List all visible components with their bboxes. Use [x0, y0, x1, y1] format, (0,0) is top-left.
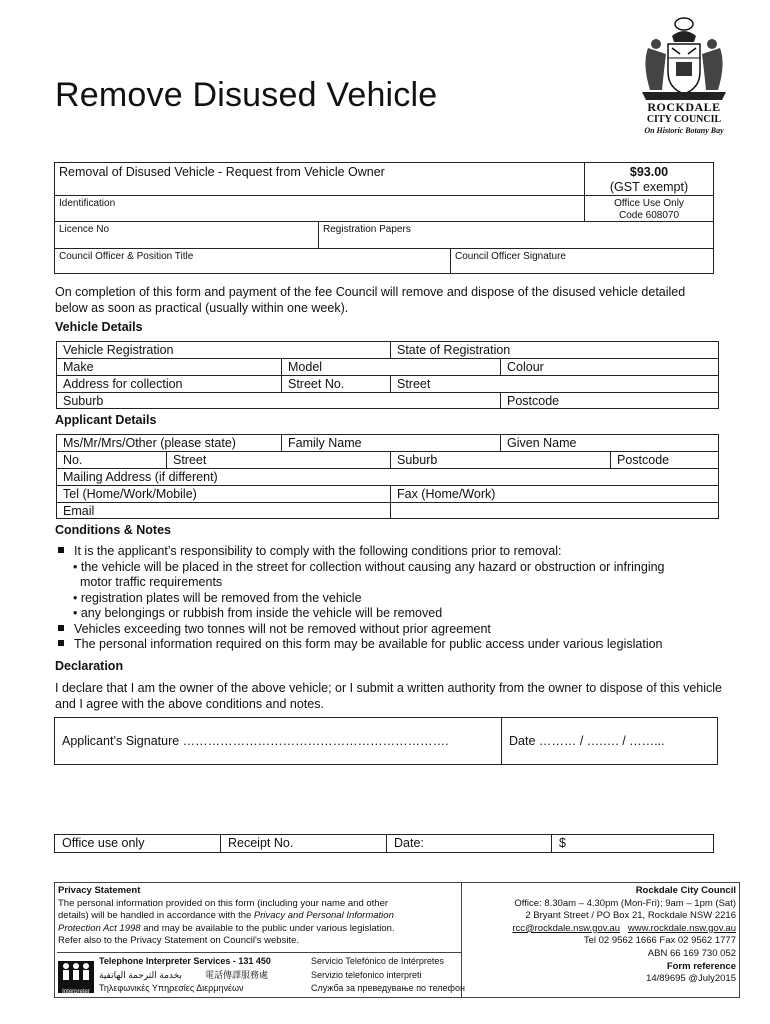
street-no-field[interactable]	[281, 375, 390, 392]
form-reference: 14/89695 @July2015	[646, 973, 736, 985]
bullet-square-icon	[58, 547, 64, 553]
privacy-heading: Privacy Statement	[58, 885, 141, 896]
applicant-details-heading: Applicant Details	[55, 413, 157, 427]
council-abn: ABN 66 169 730 052	[647, 947, 736, 959]
declaration-text: I declare that I am the owner of the above vehicle; or I submit a written authority from the owner to dispose of this vehicle and I agree with the above conditions and notes.	[55, 681, 723, 711]
declaration-date-label: Date ……… / ….…. / ……...	[509, 734, 665, 748]
interpreter-logo-text: Interpreter	[62, 989, 90, 995]
colour-field[interactable]	[500, 358, 719, 375]
fax-label: Fax (Home/Work)	[397, 487, 496, 501]
given-name-field[interactable]	[500, 434, 719, 451]
licence-no-label: Licence No	[59, 224, 110, 235]
council-name: Rockdale City Council	[635, 885, 736, 896]
street-no-label: Street No.	[288, 377, 345, 391]
amount-label: $	[559, 836, 566, 850]
applicant-postcode-field[interactable]	[610, 451, 719, 468]
condition-sub-item: • registration plates will be removed from the vehicle	[73, 590, 362, 605]
conditions-list	[58, 544, 728, 653]
office-date-field[interactable]	[387, 835, 552, 852]
conditions-heading: Conditions & Notes	[55, 523, 171, 537]
privacy-line	[58, 910, 458, 923]
tel-field[interactable]	[56, 485, 390, 502]
collection-address-label: Address for collection	[63, 377, 183, 391]
fax-field[interactable]	[390, 485, 719, 502]
privacy-statement	[58, 885, 458, 948]
applicant-signature-field[interactable]	[55, 718, 502, 764]
registration-papers-label: Registration Papers	[323, 224, 411, 235]
applicant-title-field[interactable]	[56, 434, 281, 451]
tis-macedonian: Служба за преведување по телефон	[311, 983, 465, 993]
page-title: Remove Disused Vehicle	[55, 76, 438, 114]
interpreter-row	[99, 982, 465, 996]
model-field[interactable]	[281, 358, 500, 375]
vehicle-details-form	[56, 341, 719, 409]
licence-no-field[interactable]	[55, 221, 319, 248]
contact-links	[460, 923, 736, 936]
privacy-text: details) will be handled in accordance with the	[58, 910, 254, 921]
state-registration-label: State of Registration	[397, 343, 511, 357]
given-name-label: Given Name	[507, 436, 577, 450]
officer-signature-label: Council Officer Signature	[455, 251, 566, 262]
privacy-act-name: Privacy and Personal Information	[253, 910, 394, 921]
condition-item-2: Vehicles exceeding two tonnes will not be removed without prior agreement	[74, 621, 491, 636]
vehicle-suburb-field[interactable]	[56, 392, 500, 409]
interpreter-people-icon	[58, 961, 94, 983]
fee-cell	[585, 163, 713, 195]
request-title: Removal of Disused Vehicle - Request from Vehicle Owner	[59, 165, 385, 179]
office-use-only-label: Office use only	[62, 836, 145, 850]
family-name-label: Family Name	[288, 436, 362, 450]
vehicle-postcode-label: Postcode	[507, 394, 560, 408]
officer-title-label: Council Officer & Position Title	[59, 251, 194, 262]
applicant-suburb-field[interactable]	[390, 451, 610, 468]
privacy-line	[58, 923, 458, 936]
mailing-address-field[interactable]	[56, 468, 719, 485]
tis-italian: Servizio telefonico interpreti	[311, 969, 422, 980]
footer-box	[54, 882, 740, 998]
tel-label: Tel (Home/Work/Mobile)	[63, 487, 197, 501]
privacy-act-year: Protection Act 1998	[58, 922, 141, 934]
declaration-date-field[interactable]	[502, 718, 717, 764]
collection-address-field[interactable]	[56, 375, 281, 392]
declaration-heading: Declaration	[55, 659, 124, 673]
bullet-square-icon	[58, 625, 64, 631]
registration-papers-field[interactable]	[319, 221, 713, 248]
identification-field[interactable]	[55, 195, 585, 221]
fee-amount: $93.00	[629, 165, 669, 179]
tis-title: Telephone Interpreter Services - 131 450	[99, 956, 271, 966]
email-label: Email	[63, 504, 95, 518]
request-header-table	[54, 162, 714, 274]
footer-divider	[57, 952, 461, 953]
officer-signature-field[interactable]	[451, 248, 713, 273]
office-hours: Office: 8.30am – 4.30pm (Mon-Fri); 9am – 1pm (Sat)	[514, 897, 736, 909]
intro-paragraph: On completion of this form and payment of the fee Council will remove and dispose of the disused vehicle detailed below as soon as practical (usually within one week).	[55, 285, 686, 315]
vehicle-suburb-label: Suburb	[63, 394, 104, 408]
amount-field[interactable]	[552, 835, 713, 852]
make-field[interactable]	[56, 358, 281, 375]
family-name-field[interactable]	[281, 434, 500, 451]
form-reference-label: Form reference	[666, 960, 736, 972]
model-label: Model	[288, 360, 323, 374]
applicant-street-label: Street	[173, 453, 207, 467]
logo-org-line2: CITY COUNCIL	[646, 114, 722, 125]
gst-note: (GST exempt)	[609, 180, 689, 194]
privacy-text: and may be available to the public under various legislation.	[140, 922, 395, 934]
receipt-no-label: Receipt No.	[228, 836, 294, 850]
council-website-link[interactable]: www.rockdale.nsw.gov.au	[627, 922, 736, 934]
council-phone: Tel 02 9562 1666 Fax 02 9562 1777	[583, 935, 736, 947]
office-use-cell	[585, 195, 713, 221]
interpreter-services	[99, 955, 465, 996]
tis-greek: Τηλεφωνικές Υπηρεσίες Διερμηνέων	[99, 983, 244, 993]
vehicle-registration-label: Vehicle Registration	[63, 343, 174, 357]
bullet-square-icon	[58, 640, 64, 646]
officer-title-field[interactable]	[55, 248, 451, 273]
condition-item-1: It is the applicant’s responsibility to comply with the following conditions prior to removal:	[74, 544, 562, 558]
request-title-cell	[55, 163, 585, 195]
applicant-title-label: Ms/Mr/Mrs/Other (please state)	[63, 436, 236, 450]
interpreter-logo	[58, 961, 94, 993]
condition-item	[58, 622, 728, 638]
office-use-row	[54, 834, 714, 853]
privacy-line: Refer also to the Privacy Statement on Council's website.	[58, 935, 300, 946]
applicant-street-field[interactable]	[166, 451, 390, 468]
vehicle-street-label: Street	[397, 377, 431, 391]
vehicle-details-heading: Vehicle Details	[55, 320, 143, 334]
applicant-no-field[interactable]	[56, 451, 166, 468]
email-field[interactable]	[56, 502, 390, 519]
interpreter-row	[99, 969, 459, 983]
vehicle-postcode-field[interactable]	[500, 392, 719, 409]
state-registration-field[interactable]	[390, 341, 719, 358]
applicant-suburb-label: Suburb	[397, 453, 438, 467]
council-contact	[460, 885, 736, 986]
identification-label: Identification	[59, 198, 116, 209]
office-use-label-cell	[55, 835, 221, 852]
signature-box	[54, 717, 718, 765]
interpreter-row	[99, 955, 459, 969]
condition-item	[58, 544, 728, 560]
condition-sub-item: • any belongings or rubbish from inside the vehicle will be removed	[73, 606, 443, 620]
office-code: Code 608070	[618, 210, 680, 221]
condition-item	[58, 637, 728, 653]
condition-sub-item-cont: motor traffic requirements	[80, 575, 223, 589]
mailing-address-label: Mailing Address (if different)	[63, 470, 218, 484]
condition-sub-item: • the vehicle will be placed in the street for collection without causing any hazard or obstruction or infringing	[73, 559, 665, 574]
tis-spanish: Servicio Telefónico de Intérpretes	[311, 956, 444, 966]
logo-org-line3: On Historic Botany Bay	[644, 126, 724, 135]
council-address: 2 Bryant Street / PO Box 21, Rockdale NSW 2216	[525, 910, 736, 922]
council-email-link[interactable]: rcc@rockdale.nsw.gov.au	[512, 922, 620, 934]
privacy-line: The personal information provided on this form (including your name and other	[58, 897, 389, 909]
office-date-label: Date:	[394, 836, 424, 850]
applicant-postcode-label: Postcode	[617, 453, 670, 467]
receipt-no-field[interactable]	[221, 835, 387, 852]
vehicle-street-field[interactable]	[390, 375, 719, 392]
applicant-signature-label: Applicant’s Signature ……………………………………………………….	[62, 734, 449, 748]
tis-arabic: بخدمة الترجمة الهاتفية	[99, 969, 182, 980]
colour-label: Colour	[507, 360, 544, 374]
email-value-field[interactable]	[390, 502, 719, 519]
condition-item-3: The personal information required on this form may be available for public access under various legislation	[74, 637, 663, 651]
applicant-no-label: No.	[63, 453, 83, 467]
make-label: Make	[63, 360, 94, 374]
vehicle-registration-field[interactable]	[56, 341, 390, 358]
applicant-details-form	[56, 434, 719, 519]
logo-org-line1: ROCKDALE	[647, 100, 721, 114]
office-use-label: Office Use Only	[614, 198, 684, 209]
tis-chinese: 電話傳譯服務處	[205, 969, 269, 980]
council-name-logo	[628, 100, 740, 135]
